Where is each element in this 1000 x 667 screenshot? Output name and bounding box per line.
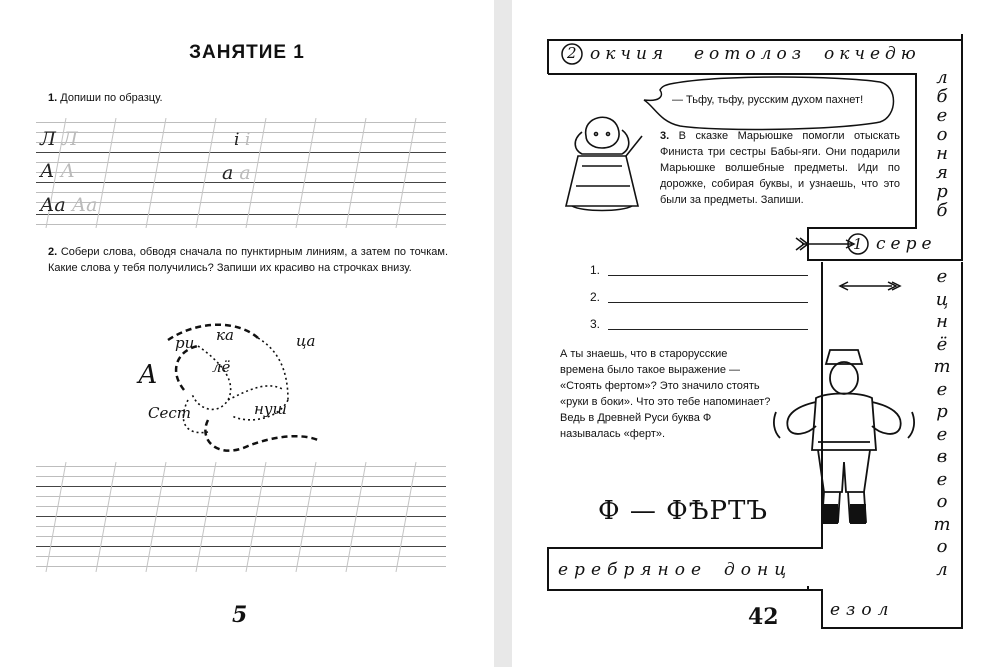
baba-yaga-illustration <box>552 106 652 216</box>
maze-word-a: А <box>138 360 158 390</box>
maze-word-nush: нуш <box>254 400 287 418</box>
task3-text: В сказке Марьюшке помогли отыскать Финиста три сестры Бабы-яги. Они подарили Марьюшке волшебные предметы. Иди по дорожке, собирая буквы, и узнаешь, что это были за предметы. Запиши. <box>660 130 900 206</box>
border-top-word-1: окчия <box>590 44 669 64</box>
border-marker-1: 1 <box>853 235 863 253</box>
sample-small-a: а а <box>222 162 251 184</box>
task1 <box>48 90 163 106</box>
answer-line-3[interactable] <box>608 329 808 330</box>
sample-a: А А <box>40 160 75 182</box>
page-number-right: 42 <box>748 604 779 630</box>
border-mid-word: сере <box>876 234 937 254</box>
border-right-lower: е ц н ё т е р е в е о т о л <box>933 266 951 580</box>
sample-i: і і <box>234 130 251 150</box>
border-bottom-word-1: еребряное <box>558 560 708 580</box>
sample-aa: Аа Аа <box>40 194 98 216</box>
answer-label-1: 1. <box>590 263 601 277</box>
maze-word-sest: Сест <box>148 404 191 422</box>
lesson-title: ЗАНЯТИЕ 1 <box>189 42 305 63</box>
fert-text: А ты знаешь, что в старорусские времена было такое выражение — «Стоять фертом»? Это значило стоять «руки в боки». Что это тебе напоминает? Ведь в Древней Руси буква Ф называлась «ферт». <box>560 348 771 440</box>
border-bottom-word-2: донц <box>724 560 793 580</box>
answer-label-3: 3. <box>590 317 601 331</box>
border-bottom-word-3: езол <box>830 600 895 620</box>
maze-word-ka: ка <box>216 326 234 344</box>
right-page <box>512 0 1000 667</box>
answer-label-2: 2. <box>590 290 601 304</box>
border-right-upper: л б е о н я р б <box>936 67 948 221</box>
task1-number: 1. <box>48 92 58 104</box>
border-marker-2: 2 <box>567 44 577 62</box>
task2-text: Собери слова, обводя сначала по пунктирным линиям, а затем по точкам. Какие слова у тебя получились? Запиши их красиво на строчках внизу. <box>48 246 448 274</box>
task2 <box>48 244 448 276</box>
handwriting-lines-2[interactable] <box>36 462 446 572</box>
maze-word-ri: ри <box>175 334 195 352</box>
fert-man-illustration <box>768 342 918 542</box>
maze-word-le: лё <box>212 358 231 376</box>
fert-caption: Ф — ФѢРТЪ <box>598 496 768 526</box>
task3 <box>660 128 900 208</box>
sample-l: Л Л <box>40 128 78 150</box>
speech-text: — Тьфу, тьфу, русским духом пахнет! <box>672 94 864 106</box>
task2-number: 2. <box>48 246 58 258</box>
slant-guides-2 <box>36 462 446 572</box>
page-number-left: 5 <box>232 602 248 628</box>
maze-word-tsa: ца <box>296 332 316 350</box>
border-top-word-2: еотолоз <box>694 44 806 64</box>
answer-line-1[interactable] <box>608 275 808 276</box>
task3-number: 3. <box>660 130 670 142</box>
task1-text: Допиши по образцу. <box>60 92 163 104</box>
answer-line-2[interactable] <box>608 302 808 303</box>
left-page <box>0 0 494 667</box>
border-top-word-3: окчедю <box>824 44 921 64</box>
